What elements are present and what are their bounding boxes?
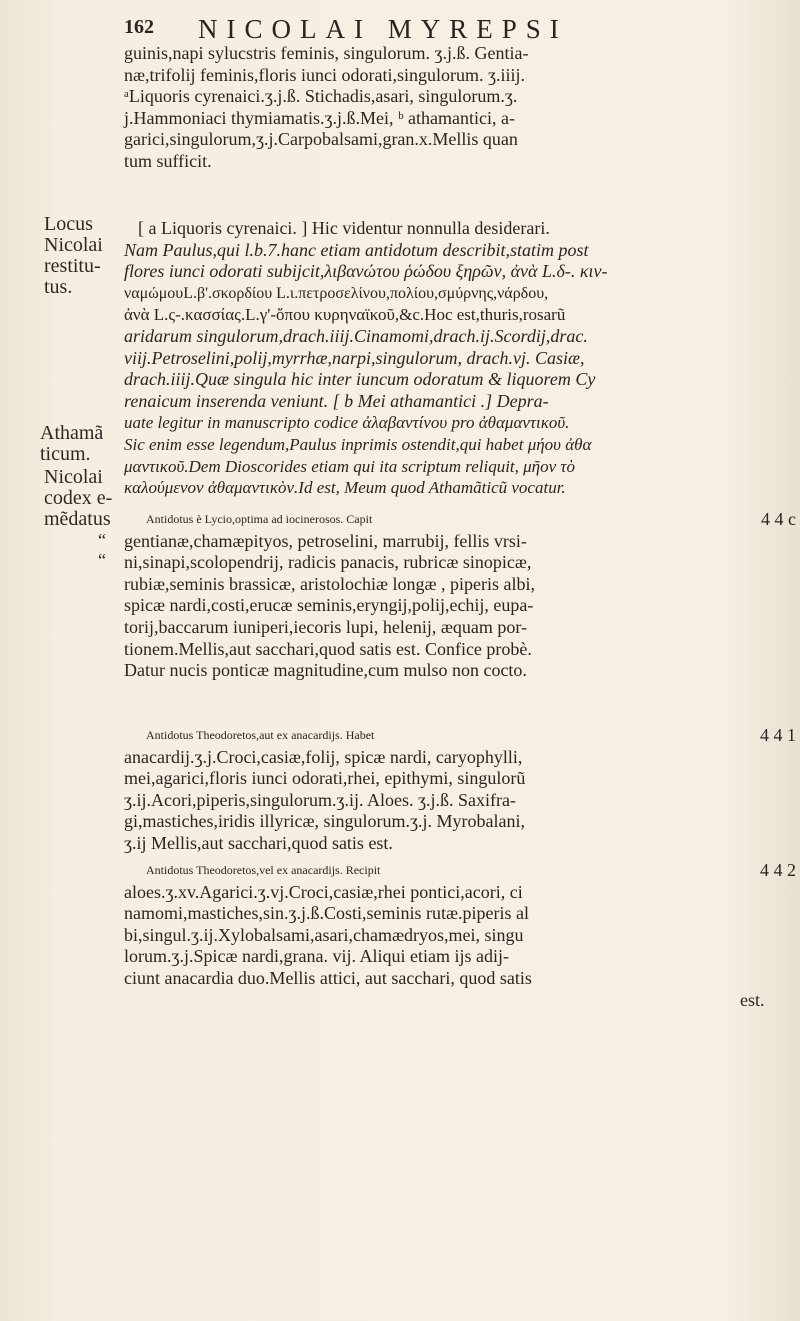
section-number: 4 4 1: [760, 725, 796, 745]
text-block-4: [124, 725, 774, 855]
text-line: Antidotus è Lycio,optima ad iocinerosos. Capit: [146, 512, 373, 526]
text-line: gi,mastiches,iridis illyricæ, singulorum.ʒ.j. Myrobalani,: [124, 811, 525, 832]
text-block-1: [124, 43, 774, 173]
text-block-2: [124, 218, 774, 499]
text-line: ναμώμουL.β'.σκορδίου L.ι.πετροσελίνου,πολίου,σμύρνης,νάρδου,: [124, 284, 549, 302]
text-line: ᵃLiquoris cyrenaici.ʒ.j.ß. Stichadis,asari, singulorum.ʒ.: [124, 86, 518, 107]
text-line: garici,singulorum,ʒ.j.Carpobalsami,gran.x.Mellis quan: [124, 129, 518, 150]
text-line: viij.Petroselini,polij,myrrhæ,narpi,singulorum, drach.vj. Casiæ,: [124, 347, 585, 368]
margin-line: Nicolai: [44, 234, 103, 256]
margin-line: restitu-: [44, 255, 101, 277]
text-block-3: [124, 509, 774, 682]
text-line: mei,agarici,floris iunci odorati,rhei, epithymi, singulorũ: [124, 768, 526, 789]
text-line: aridarum singulorum,drach.iiij.Cinamomi,drach.ij.Scordij,drac.: [124, 325, 588, 346]
margin-line: ticum.: [40, 443, 91, 465]
text-line: [ a Liquoris cyrenaici. ] Hic videntur nonnulla desiderari.: [138, 218, 550, 238]
section-number: 4 4 2: [760, 860, 796, 880]
margin-line: mẽdatus: [44, 508, 111, 530]
text-line: uate legitur in manuscripto codice ἀλαβαντίνου pro ἀθαμαντικοῦ.: [124, 413, 570, 433]
text-line: tionem.Mellis,aut sacchari,quod satis est. Confice probè.: [124, 638, 532, 659]
text-line: ʒ.ij.Acori,piperis,singulorum.ʒ.ij. Aloes. ʒ.j.ß. Saxifra-: [124, 789, 516, 810]
text-line: gentianæ,chamæpityos, petroselini, marrubij, fellis vrsi-: [124, 530, 527, 551]
text-line: flores iunci odorati subijcit,λιβανώτου ῥώδου ξηρῶν, ἀνὰ L.δ-. κιν-: [124, 261, 608, 282]
text-line: ni,sinapi,scolopendrij, radicis panacis, rubricæ sinopicæ,: [124, 552, 532, 573]
margin-note-locus: [44, 214, 103, 298]
page-number: 162: [124, 16, 154, 38]
text-line: Antidotus Theodoretos,aut ex anacardijs. Habet: [146, 728, 375, 742]
section-number: 4 4 c: [761, 509, 796, 529]
text-line: aloes.ʒ.xv.Agarici.ʒ.vj.Croci,casiæ,rhei pontici,acori, ci: [124, 881, 523, 902]
margin-line: Locus: [44, 213, 93, 235]
text-line: lorum.ʒ.j.Spicæ nardi,grana. vij. Aliqui etiam ijs adij-: [124, 946, 509, 967]
text-line: Nam Paulus,qui l.b.7.hanc etiam antidotum describit,statim post: [124, 239, 589, 260]
text-line: torij,baccarum iuniperi,iecoris lupi, helenij, æquam por-: [124, 616, 528, 637]
margin-line: Athamã: [40, 422, 104, 444]
text-line: Sic enim esse legendum,Paulus inprimis ostendit,qui habet μήου ἀθα: [124, 434, 592, 454]
text-line: tum sufficit.: [124, 150, 212, 171]
text-line: ἀνὰ L.ς-.κασσίας.L.γ'-ὄπου κυρηναϊκοῦ,&c.Hoc est,thuris,rosarũ: [124, 305, 566, 325]
text-line: ʒ.ij Mellis,aut sacchari,quod satis est.: [124, 832, 393, 853]
text-line: renaicum inserenda veniunt. [ b Mei athamantici .] Depra-: [124, 390, 549, 411]
text-line: guinis,napi sylucstris feminis, singulorum. ʒ.j.ß. Gentia-: [124, 43, 529, 63]
text-line: spicæ nardi,costi,erucæ seminis,eryngij,polij,echij, eupa-: [124, 595, 534, 616]
text-line: næ,trifolij feminis,floris iunci odorati,singulorum. ʒ.iiij.: [124, 64, 525, 85]
text-line: drach.iiij.Quæ singula hic inter iuncum odoratum & liquorem Cy: [124, 369, 596, 390]
text-line: ciunt anacardia duo.Mellis attici, aut sacchari, quod satis: [124, 967, 532, 988]
text-line: μαντικοῦ.Dem Dioscorides etiam qui ita scriptum reliquit, μῆον τὸ: [124, 456, 575, 476]
margin-note-athamanticum: [40, 423, 103, 465]
margin-line: tus.: [44, 276, 73, 298]
margin-line: codex e-: [44, 487, 113, 509]
text-block-5: [124, 860, 774, 990]
text-line: Datur nucis ponticæ magnitudine,cum mulso non cocto.: [124, 660, 527, 681]
margin-note-codex: [44, 467, 112, 530]
text-line: j.Hammoniaci thymiamatis.ʒ.j.ß.Mei, ᵇ athamantici, a-: [124, 107, 515, 128]
quote-mark: “: [98, 550, 106, 570]
running-head: NICOLAI MYREPSI: [198, 14, 568, 44]
text-line: Antidotus Theodoretos,vel ex anacardijs. Recipit: [146, 863, 381, 877]
quote-mark: “: [98, 530, 106, 550]
text-line: bi,singul.ʒ.ij.Xylobalsami,asari,chamædryos,mei, singu: [124, 924, 524, 945]
text-line: namomi,mastiches,sin.ʒ.j.ß.Costi,seminis rutæ.piperis al: [124, 903, 529, 924]
page-header: [110, 14, 750, 44]
text-line: anacardij.ʒ.j.Croci,casiæ,folij, spicæ nardi, caryophylli,: [124, 746, 523, 767]
text-line: rubiæ,seminis brassicæ, aristolochiæ longæ , piperis albi,: [124, 573, 535, 594]
catchword: est.: [740, 990, 765, 1010]
margin-line: Nicolai: [44, 466, 103, 488]
text-line: καλούμενον ἀθαμαντικὸν.Id est, Meum quod Athamãticũ vocatur.: [124, 478, 566, 498]
